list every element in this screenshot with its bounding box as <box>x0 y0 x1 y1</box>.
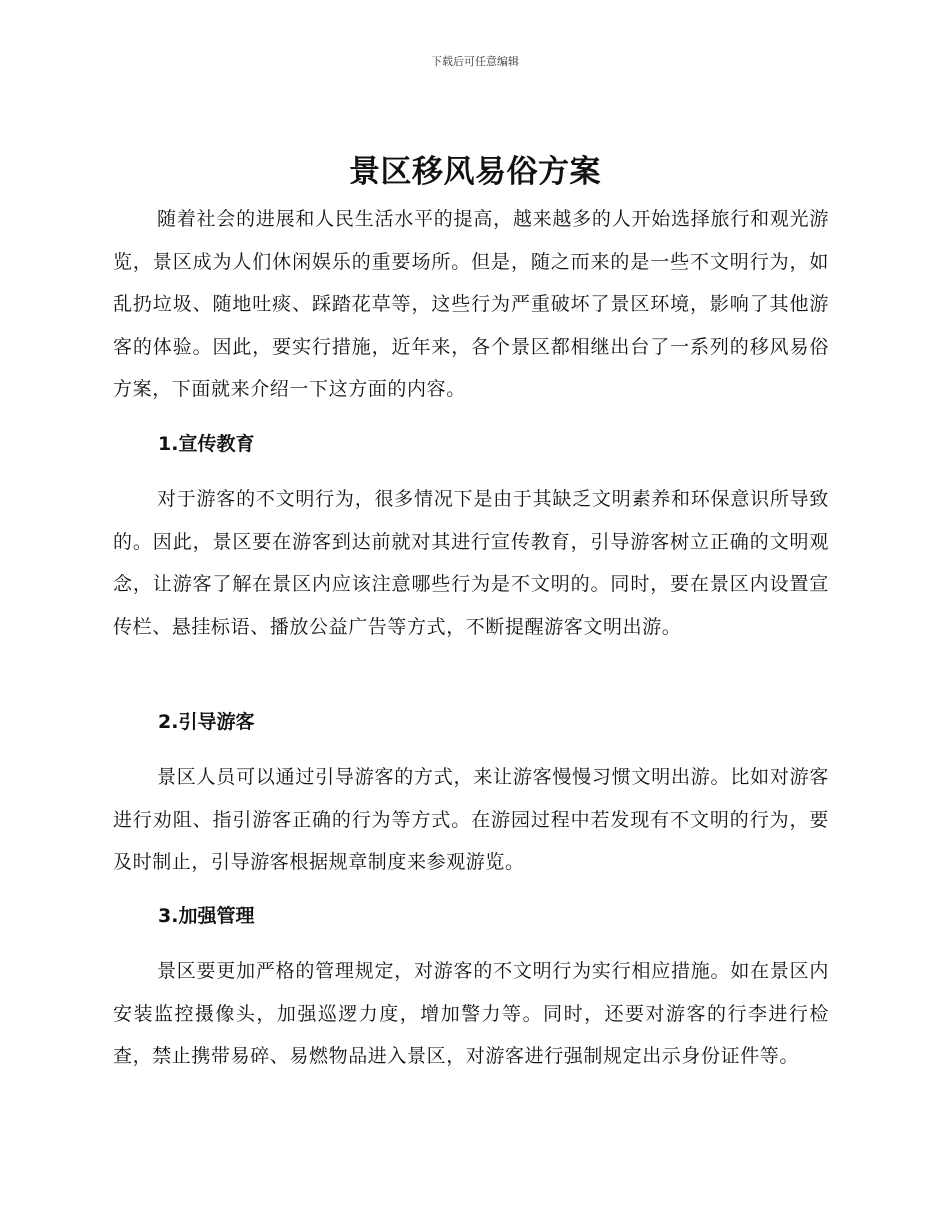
section-heading-publicity-education: 1.宣传教育 <box>158 433 255 455</box>
page-header-note: 下载后可任意编辑 <box>431 55 519 68</box>
section-heading-guide-visitors: 2.引导游客 <box>158 711 255 733</box>
section-body-strengthen-management: 景区要更加严格的管理规定，对游客的不文明行为实行相应措施。如在景区内安装监控摄像头，加强巡逻力度，增加警力等。同时，还要对游客的行李进行检查，禁止携带易碎、易燃物品进入景区，对游客进行强制规定出示身份证件等。 <box>113 960 829 1068</box>
section-body-guide-visitors: 景区人员可以通过引导游客的方式，来让游客慢慢习惯文明出游。比如对游客进行劝阻、指引游客正确的行为等方式。在游园过程中若发现有不文明的行为，要及时制止，引导游客根据规章制度来参观游览。 <box>113 766 829 874</box>
document-title: 景区移风易俗方案 <box>349 154 601 190</box>
intro-paragraph: 随着社会的进展和人民生活水平的提高，越来越多的人开始选择旅行和观光游览，景区成为人们休闲娱乐的重要场所。但是，随之而来的是一些不文明行为，如乱扔垃圾、随地吐痰、踩踏花草等，这些行为严重破坏了景区环境，影响了其他游客的体验。因此，要实行措施，近年来，各个景区都相继出台了一系列的移风易俗方案，下面就来介绍一下这方面的内容。 <box>113 208 829 401</box>
section-heading-strengthen-management: 3.加强管理 <box>158 905 255 927</box>
section-body-publicity-education: 对于游客的不文明行为，很多情况下是由于其缺乏文明素养和环保意识所导致的。因此，景区要在游客到达前就对其进行宣传教育，引导游客树立正确的文明观念，让游客了解在景区内应该注意哪些行为是不文明的。同时，要在景区内设置宣传栏、悬挂标语、播放公益广告等方式，不断提醒游客文明出游。 <box>113 488 829 638</box>
